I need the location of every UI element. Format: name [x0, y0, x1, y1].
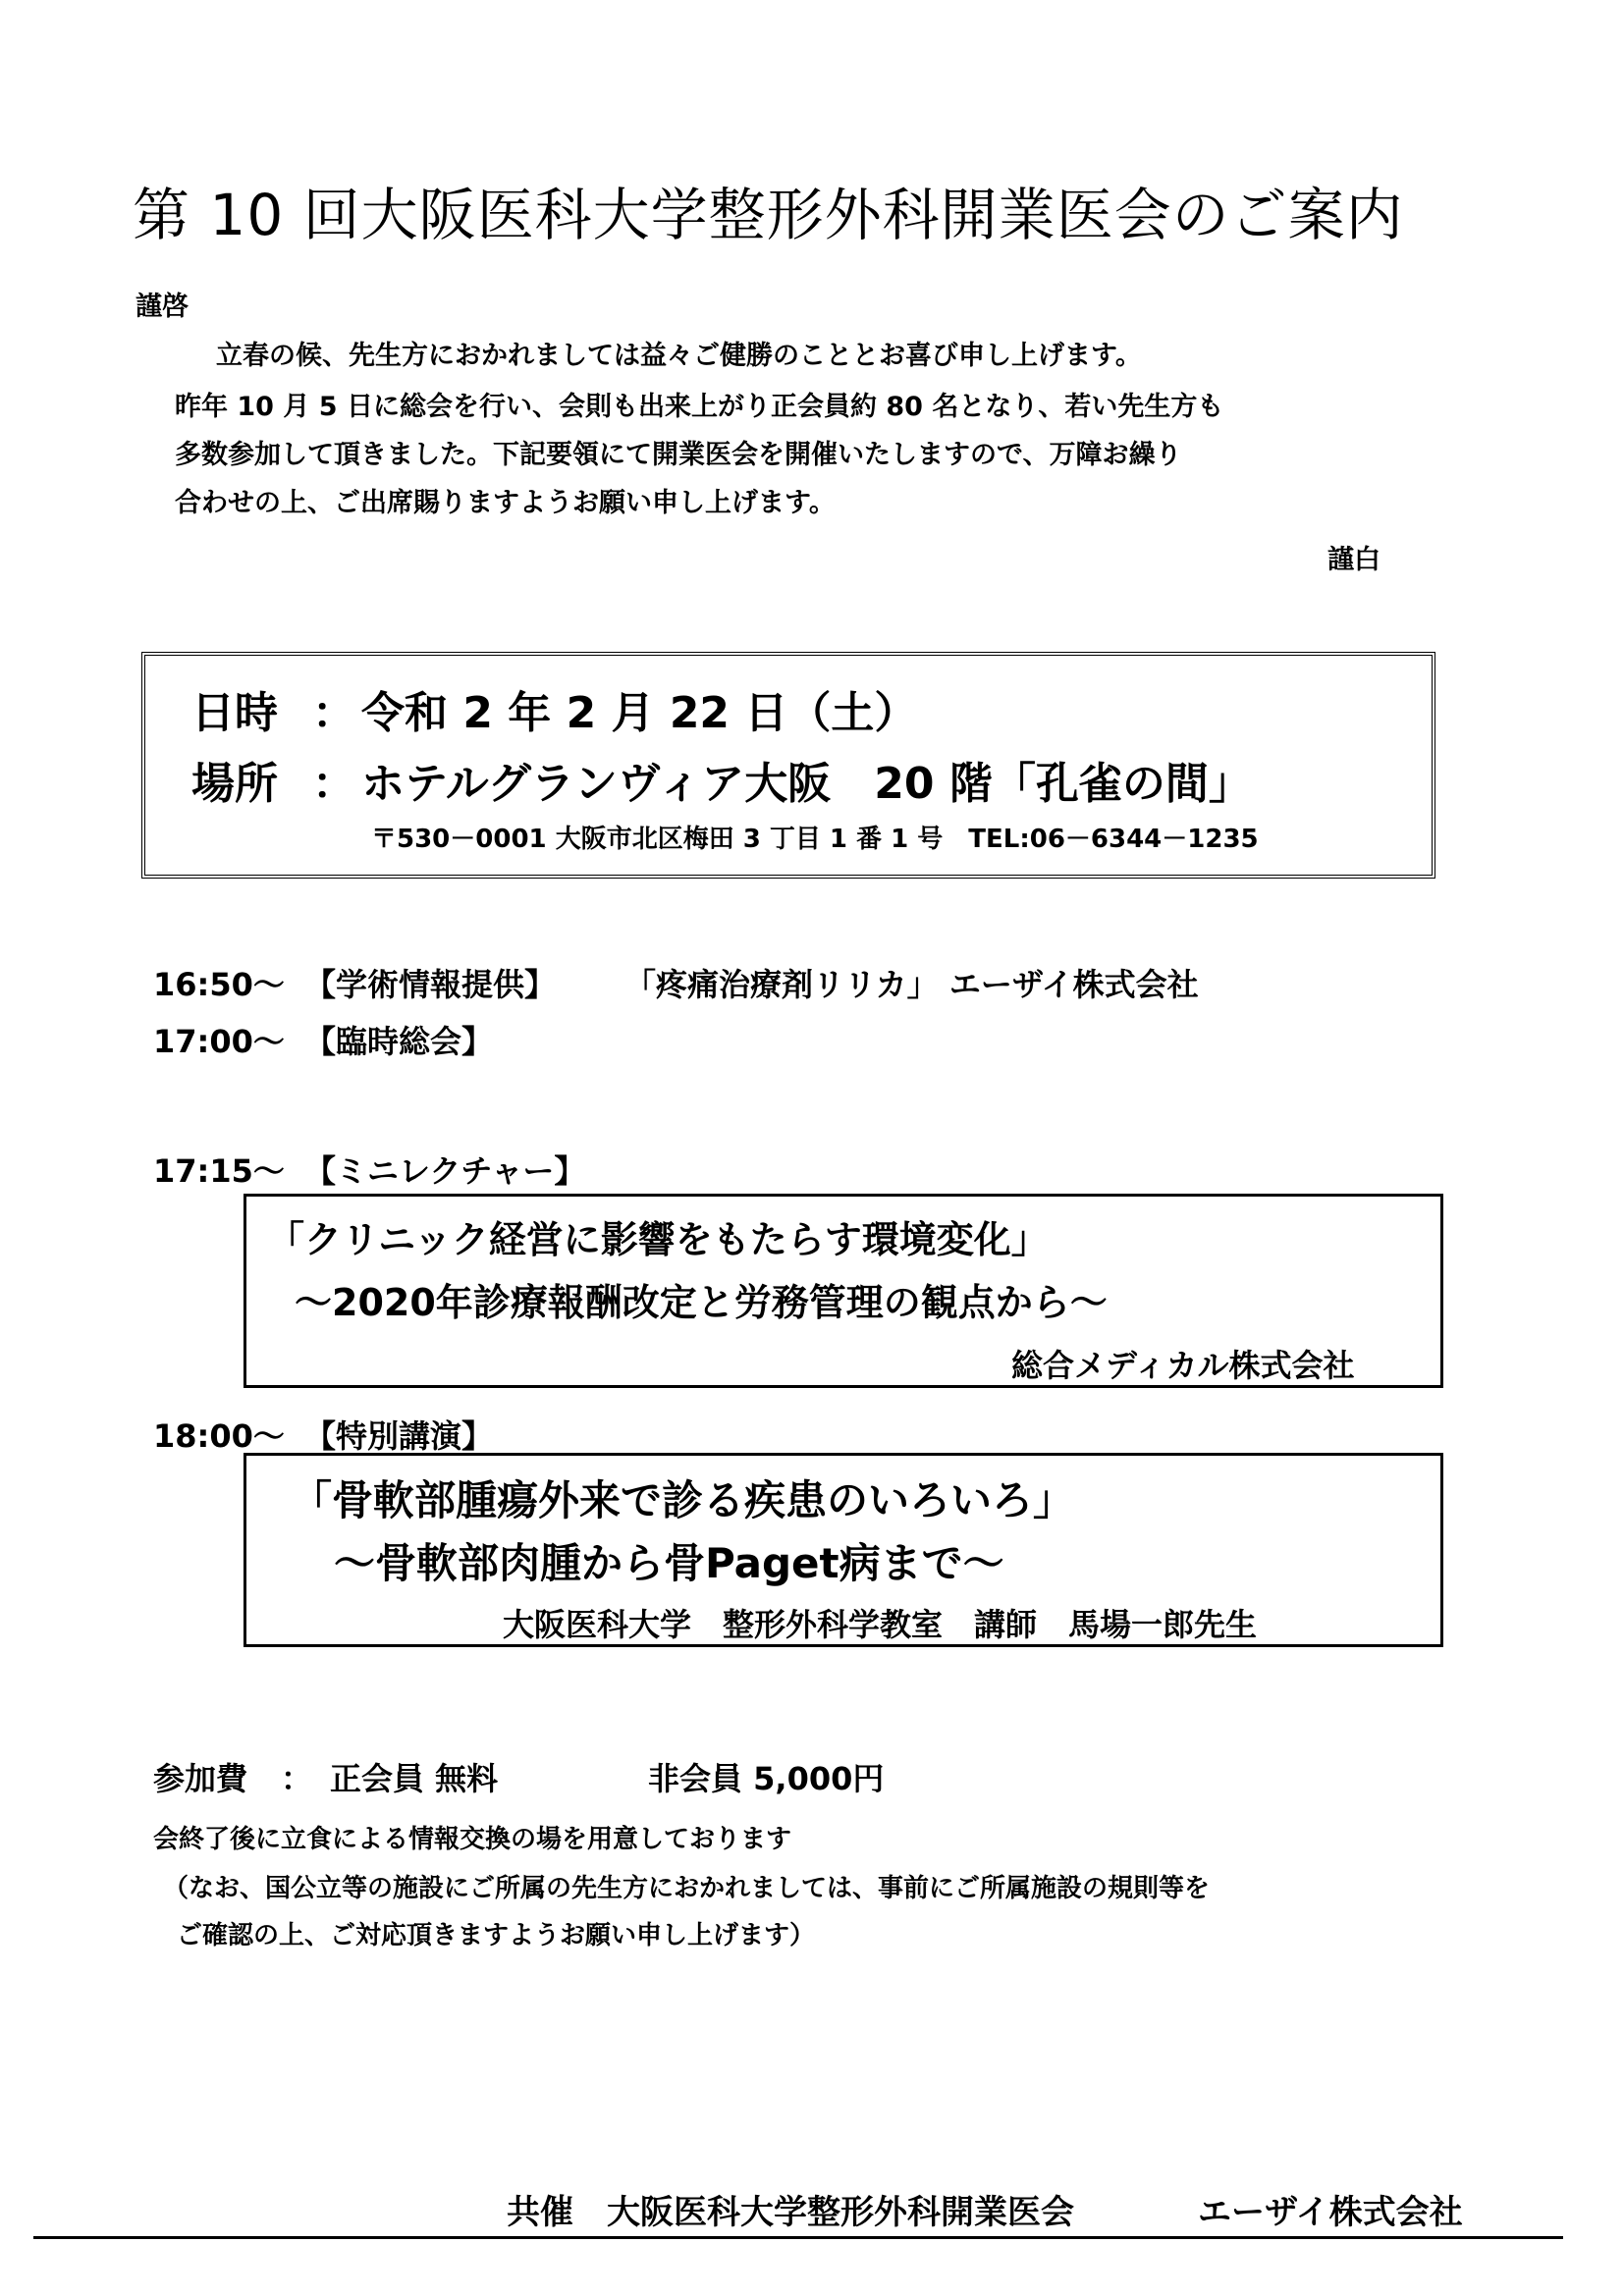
schedule-time-2: 17:00～ — [153, 1023, 285, 1060]
address: 〒530－0001 大阪市北区梅田 3 丁目 1 番 1 号 TEL:06－6344－1235 — [371, 825, 1259, 854]
place-label: 場所 — [191, 759, 278, 809]
page-title: 第 10 回大阪医科大学整形外科開業医会のご案内 — [133, 182, 1404, 248]
schedule-label-4: 【特別講演】 — [304, 1417, 494, 1455]
fee-separator: ： — [281, 1760, 313, 1797]
fee-label: 参加費 — [153, 1760, 248, 1797]
special-lecture-title: 「骨軟部腫瘍外来で診る疾患のいろいろ」 — [291, 1476, 1075, 1524]
sponsor-org-2: エーザイ株式会社 — [1198, 2193, 1463, 2232]
schedule-label-2: 【臨時総会】 — [304, 1023, 494, 1060]
fee-nonmember: 非会員 5,000円 — [648, 1760, 885, 1797]
place-value: ホテルグランヴィア大阪 20 階「孔雀の間」 — [361, 759, 1252, 809]
body-line-2: 昨年 10 月 5 日に総会を行い、会則も出来上がり正会員約 80 名となり、若い先生方も — [175, 392, 1224, 422]
schedule-detail-1: 「疼痛治療剤リリカ」 エーザイ株式会社 — [624, 966, 1199, 1003]
body-line-1: 立春の候、先生方におかれましては益々ご健勝のこととお喜び申し上げます。 — [216, 341, 1142, 371]
date-value: 令和 2 年 2 月 22 日（土） — [361, 688, 918, 738]
special-lecture-presenter: 大阪医科大学 整形外科学教室 講師 馬場一郎先生 — [503, 1606, 1258, 1643]
schedule-time-1: 16:50～ — [153, 966, 285, 1003]
sponsor-org-1: 大阪医科大学整形外科開業医会 — [607, 2193, 1074, 2232]
note-line-1: 会終了後に立食による情報交換の場を用意しております — [153, 1825, 792, 1854]
mini-lecture-subtitle: ～2020年診療報酬改定と労務管理の観点から～ — [295, 1281, 1108, 1324]
schedule-label-3: 【ミニレクチャー】 — [304, 1152, 586, 1190]
body-line-4: 合わせの上、ご出席賜りますようお願い申し上げます。 — [175, 488, 836, 518]
schedule-time-4: 18:00～ — [153, 1417, 285, 1455]
note-line-2: （なお、国公立等の施設にご所属の先生方におかれましては、事前にご所属施設の規則等を — [163, 1874, 1211, 1903]
salutation: 謹啓 — [135, 292, 189, 322]
mini-lecture-presenter: 総合メディカル株式会社 — [1011, 1347, 1355, 1384]
date-separator: ： — [312, 688, 355, 738]
date-label: 日時 — [191, 688, 278, 738]
body-line-3: 多数参加して頂きました。下記要領にて開業医会を開催いたしますので、万障お繰り — [175, 440, 1182, 470]
place-separator: ： — [312, 759, 355, 809]
schedule-time-3: 17:15～ — [153, 1152, 285, 1190]
footer-rule — [33, 2236, 1563, 2239]
note-line-3: ご確認の上、ご対応頂きますようお願い申し上げます） — [177, 1921, 816, 1950]
special-lecture-subtitle: ～骨軟部肉腫から骨Paget病まで～ — [334, 1539, 1004, 1587]
schedule-label-1: 【学術情報提供】 — [304, 966, 557, 1003]
sponsor-label: 共催 — [507, 2193, 573, 2232]
mini-lecture-title: 「クリニック経営に影響をもたらす環境変化」 — [267, 1218, 1049, 1261]
fee-member: 正会員 無料 — [330, 1760, 499, 1797]
closing: 謹白 — [1327, 545, 1380, 575]
